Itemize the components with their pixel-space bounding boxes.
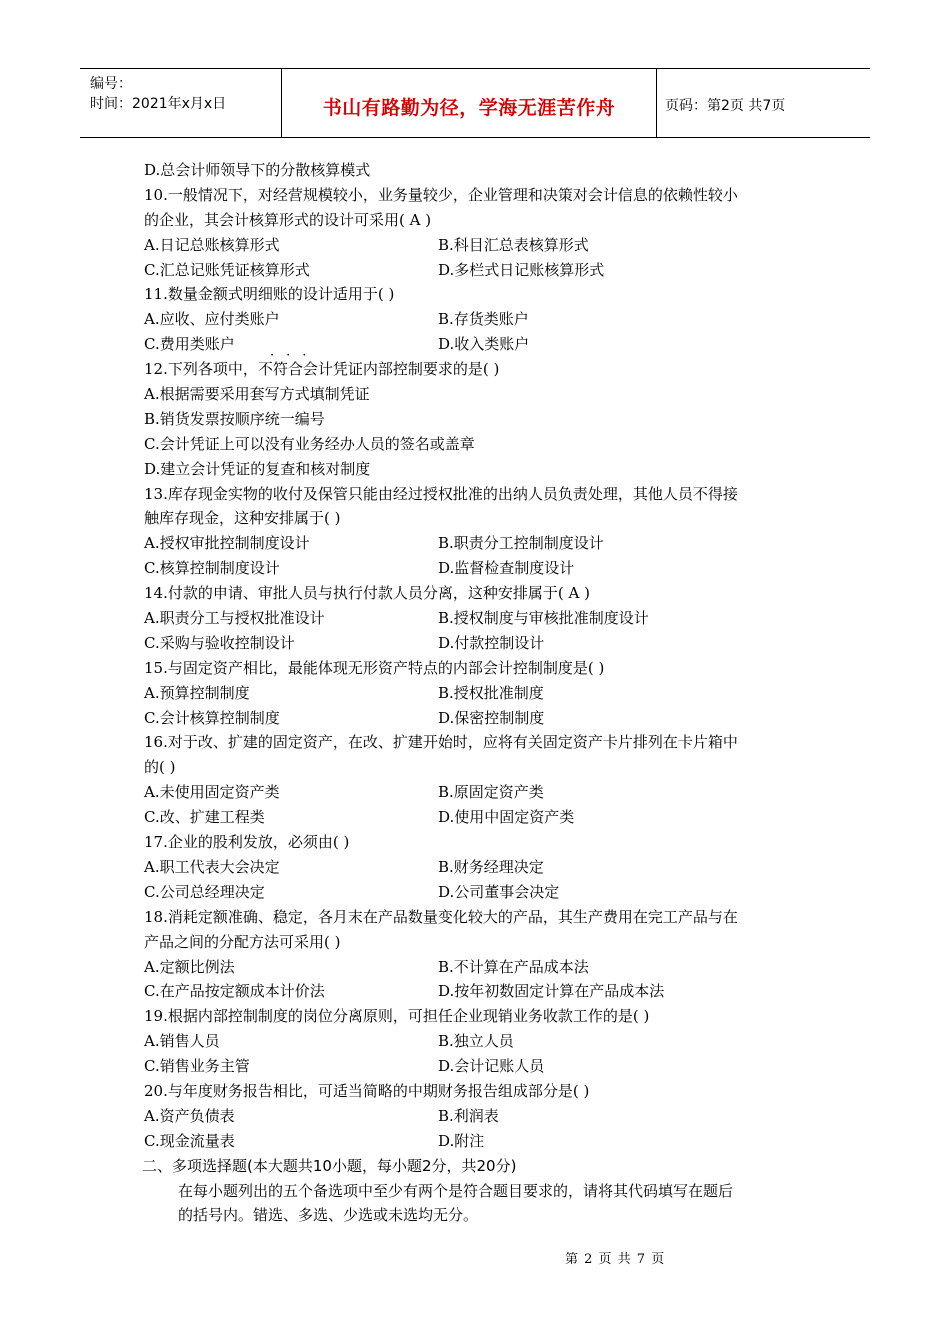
option-right: D.保密控制制度 [438, 708, 545, 727]
text-line [144, 805, 814, 830]
line-text: 11.数量金额式明细账的设计适用于( ) [144, 285, 395, 304]
text-line [144, 905, 814, 930]
option-right: B.授权制度与审核批准制度设计 [438, 609, 649, 628]
option-left: A.职责分工与授权批准设计 [144, 609, 325, 628]
option-right: D.按年初数固定计算在产品成本法 [438, 982, 665, 1001]
header-motto-cell [282, 69, 657, 137]
option-right: B.职责分工控制制度设计 [438, 534, 604, 553]
option-left: A.销售人员 [144, 1032, 220, 1051]
header-meta-cell [80, 69, 282, 137]
line-text: C.会计凭证上可以没有业务经办人员的签名或盖章 [144, 434, 475, 453]
option-left: C.现金流量表 [144, 1131, 235, 1150]
line-text: 12.下列各项中，不符合会计凭证内部控制要求的是( ) [144, 360, 500, 379]
text-line [144, 258, 814, 283]
option-right: B.授权批准制度 [438, 683, 544, 702]
option-right: B.财务经理决定 [438, 857, 544, 876]
instruction-line: 的括号内。错选、多选、少选或未选均无分。 [178, 1206, 479, 1225]
instruction-line: 在每小题列出的五个备选项中至少有两个是符合题目要求的，请将其代码填写在题后 [178, 1181, 734, 1200]
text-line [144, 780, 814, 805]
option-left: C.销售业务主管 [144, 1057, 250, 1076]
option-left: A.授权审批控制制度设计 [144, 534, 310, 553]
option-right: D.公司董事会决定 [438, 882, 560, 901]
line-text: 20.与年度财务报告相比，可适当简略的中期财务报告组成部分是( ) [144, 1081, 590, 1100]
option-left: A.应收、应付类账户 [144, 310, 280, 329]
text-line [144, 348, 814, 382]
text-line [144, 457, 814, 482]
header-page-cell [657, 69, 870, 137]
line-text: 19.根据内部控制制度的岗位分离原则，可担任企业现销业务收款工作的是( ) [144, 1007, 650, 1026]
text-line [144, 407, 814, 432]
line-text: 的( ) [144, 758, 176, 777]
text-line [144, 681, 814, 706]
date-label: 时间：2021年x月x日 [90, 96, 227, 112]
line-text: D.总会计师领导下的分散核算模式 [144, 161, 371, 179]
text-line [144, 880, 814, 905]
option-right: D.附注 [438, 1131, 485, 1150]
text-line [144, 183, 814, 208]
text-line [144, 1104, 814, 1129]
line-text: 触库存现金，这种安排属于( ) [144, 509, 341, 528]
option-right: D.使用中固定资产类 [438, 808, 575, 827]
line-text: A.根据需要采用套写方式填制凭证 [144, 385, 370, 404]
option-left: A.定额比例法 [144, 957, 235, 976]
text-line [144, 830, 814, 855]
text-line [144, 482, 814, 507]
option-left: C.汇总记账凭证核算形式 [144, 260, 310, 279]
text-line [144, 581, 814, 606]
text-line [144, 1129, 814, 1154]
option-right: D.多栏式日记账核算形式 [438, 260, 605, 279]
text-line [144, 930, 814, 955]
line-text: 15.与固定资产相比，最能体现无形资产特点的内部会计控制制度是( ) [144, 658, 605, 677]
text-line [144, 158, 814, 183]
text-line [144, 556, 814, 581]
text-line [144, 208, 814, 233]
document-body [144, 158, 814, 1228]
option-left: C.公司总经理决定 [144, 882, 265, 901]
option-left: C.核算控制制度设计 [144, 559, 280, 578]
option-right: B.科目汇总表核算形式 [438, 235, 589, 254]
line-text: 13.库存现金实物的收付及保管只能由经过授权批准的出纳人员负责处理，其他人员不得接 [144, 484, 738, 503]
option-left: C.在产品按定额成本计价法 [144, 982, 325, 1001]
text-line [144, 531, 814, 556]
text-line [144, 1054, 814, 1079]
line-text: 16.对于改、扩建的固定资产，在改、扩建开始时，应将有关固定资产卡片排列在卡片箱中 [144, 733, 738, 752]
line-text: 10.一般情况下，对经营规模较小，业务量较少，企业管理和决策对会计信息的依赖性较小 [144, 185, 738, 204]
option-right: B.存货类账户 [438, 310, 529, 329]
text-line [144, 1004, 814, 1029]
line-text: 的企业，其会计核算形式的设计可采用( A ) [144, 210, 432, 229]
option-right: B.独立人员 [438, 1032, 514, 1051]
option-left: A.预算控制制度 [144, 683, 250, 702]
option-left: A.职工代表大会决定 [144, 857, 280, 876]
page-number-label: 页码：第2页 共7页 [665, 98, 786, 114]
option-left: C.改、扩建工程类 [144, 808, 265, 827]
serial-number-label: 编号： [90, 76, 132, 92]
section-title: 二、多项选择题(本大题共10小题，每小题2分，共20分) [142, 1156, 517, 1175]
text-line [144, 282, 814, 307]
line-text: D.建立会计凭证的复查和核对制度 [144, 459, 371, 478]
text-line [144, 1079, 814, 1104]
page-footer: 第 2 页 共 7 页 [565, 1252, 666, 1267]
line-text: 17.企业的股利发放，必须由( ) [144, 833, 350, 852]
option-right: D.收入类账户 [438, 335, 530, 354]
text-line [144, 755, 814, 780]
option-left: A.未使用固定资产类 [144, 783, 280, 802]
text-line [144, 631, 814, 656]
text-line [144, 307, 814, 332]
option-left: C.费用类账户 [144, 335, 235, 354]
option-left: A.日记总账核算形式 [144, 235, 280, 254]
page-header [80, 68, 870, 138]
text-line [144, 979, 814, 1004]
option-right: D.付款控制设计 [438, 633, 545, 652]
option-right: D.监督检查制度设计 [438, 559, 575, 578]
line-text: 18.消耗定额准确、稳定，各月末在产品数量变化较大的产品，其生产费用在完工产品与在 [144, 907, 738, 926]
motto-text: 书山有路勤为径，学海无涯苦作舟 [322, 97, 616, 119]
text-line [144, 432, 814, 457]
text-line [144, 855, 814, 880]
text-line [144, 233, 814, 258]
line-text: 产品之间的分配方法可采用( ) [144, 932, 341, 951]
option-right: B.不计算在产品成本法 [438, 957, 589, 976]
text-line [144, 730, 814, 755]
option-right: B.原固定资产类 [438, 783, 544, 802]
option-right: B.利润表 [438, 1106, 499, 1125]
text-line [144, 1029, 814, 1054]
text-line [144, 506, 814, 531]
option-right: D.会计记账人员 [438, 1057, 545, 1076]
text-line [144, 606, 814, 631]
text-line [144, 955, 814, 980]
option-left: A.资产负债表 [144, 1106, 235, 1125]
line-text: B.销货发票按顺序统一编号 [144, 409, 325, 428]
line-text: 14.付款的申请、审批人员与执行付款人员分离，这种安排属于( A ) [144, 584, 590, 603]
emphasis-dots: ··· [270, 348, 319, 364]
text-line [144, 656, 814, 681]
text-line [144, 706, 814, 731]
text-line [144, 332, 814, 357]
option-left: C.采购与验收控制设计 [144, 633, 295, 652]
text-line [144, 382, 814, 407]
option-left: C.会计核算控制制度 [144, 708, 280, 727]
